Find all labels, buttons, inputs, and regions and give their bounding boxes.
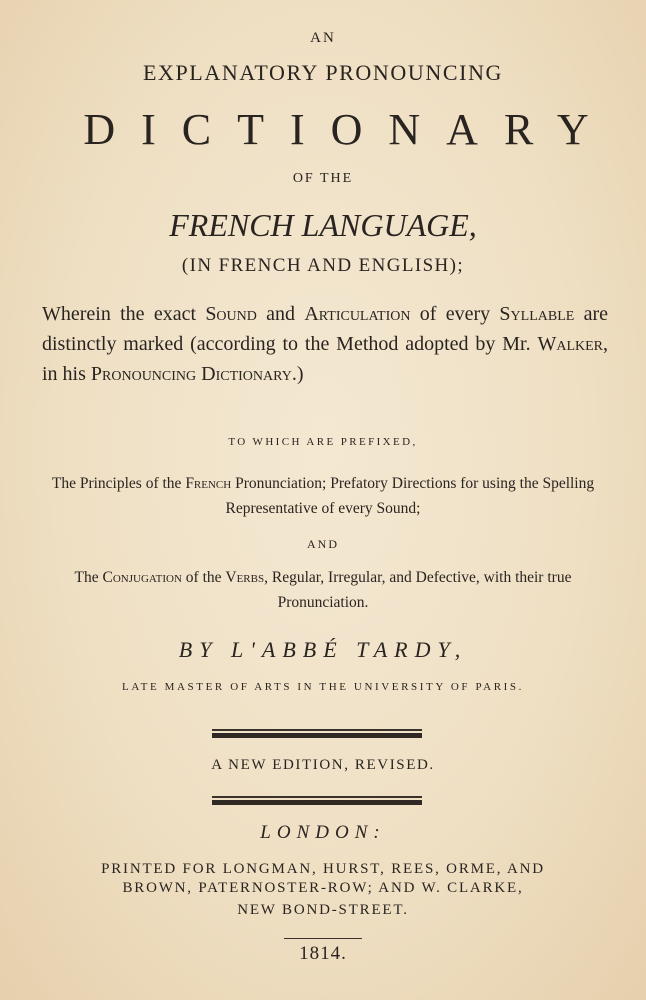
description-paragraph bbox=[42, 299, 608, 389]
ornamental-rule-bottom bbox=[212, 796, 422, 805]
author: BY L'ABBÉ TARDY, bbox=[178, 637, 468, 662]
conjugation-paragraph bbox=[40, 565, 606, 615]
prefixed-heading: TO WHICH ARE PREFIXED, bbox=[228, 436, 418, 448]
author-title: LATE MASTER OF ARTS IN THE UNIVERSITY OF PARIS. bbox=[122, 681, 524, 693]
conj-conjugation: Conjugation bbox=[102, 569, 182, 586]
printer-line-1: PRINTED FOR LONGMAN, HURST, REES, ORME, AND bbox=[101, 861, 545, 877]
desc-text-2: and bbox=[256, 303, 305, 325]
conj-text-3: , Regular, Irregular, and Defective, with their true Pronunciation. bbox=[264, 569, 572, 611]
desc-sound: Sound bbox=[205, 303, 257, 325]
principles-paragraph bbox=[40, 471, 606, 521]
desc-text-3: of every bbox=[410, 303, 500, 325]
principles-text-1: The Principles of the bbox=[51, 475, 186, 492]
french-language: FRENCH LANGUAGE, bbox=[169, 207, 477, 243]
conj-text-2: of the bbox=[181, 569, 226, 586]
desc-text-1: Wherein the exact bbox=[42, 303, 206, 325]
and-separator: AND bbox=[307, 537, 339, 551]
desc-walker: Walker bbox=[537, 333, 603, 355]
desc-articulation: Articulation bbox=[304, 303, 411, 325]
conj-text-1: The bbox=[74, 569, 103, 586]
edition: A NEW EDITION, REVISED. bbox=[211, 757, 435, 773]
printer-line-2: BROWN, PATERNOSTER-ROW; AND W. CLARKE, bbox=[122, 880, 524, 896]
desc-text-5: , in his bbox=[42, 333, 608, 385]
main-title-dictionary: DICTIONARY bbox=[83, 105, 615, 154]
conj-verbs: Verbs bbox=[225, 569, 265, 586]
printer-line-3: NEW BOND-STREET. bbox=[237, 902, 409, 918]
desc-text-6: .) bbox=[291, 363, 304, 385]
year-rule bbox=[284, 938, 362, 939]
in-french-and-english: (IN FRENCH AND ENGLISH); bbox=[181, 255, 465, 276]
principles-french: French bbox=[185, 475, 232, 492]
ornamental-rule-top bbox=[212, 729, 422, 738]
principles-text-2: Pronunciation; Prefatory Directions for using the Spelling Representative of every Sound; bbox=[225, 475, 595, 517]
city-london: LONDON: bbox=[260, 822, 386, 843]
of-the: OF THE bbox=[292, 171, 354, 186]
article-an: AN bbox=[310, 30, 336, 46]
desc-pronouncing-dictionary: Pronouncing Dictionary bbox=[90, 363, 292, 385]
desc-text-4: are distinctly marked (according to the Method adopted by Mr. bbox=[42, 303, 608, 355]
subtitle-explanatory: EXPLANATORY PRONOUNCING bbox=[142, 60, 504, 85]
desc-syllable: Syllable bbox=[499, 303, 575, 325]
year: 1814. bbox=[299, 943, 347, 964]
